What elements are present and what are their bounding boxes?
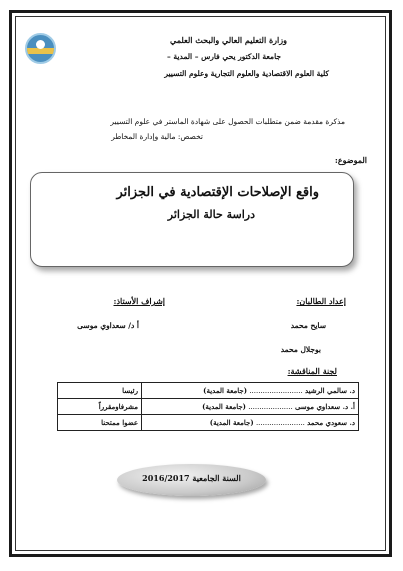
thesis-subtitle: دراسة حالة الجزائر [167,208,255,221]
committee-label: لجنة المناقشة: [287,366,337,376]
committee-dots: .................... [248,403,293,411]
committee-dots: ........................ [249,387,303,395]
student-name-1: سايح محمد [290,321,326,330]
committee-member-role: مشرفاومقرراً [58,399,142,415]
committee-member-role: عضوا ممتحنا [58,415,142,431]
committee-member-role: رئيسا [58,383,142,399]
committee-dots: ...................... [255,419,305,427]
university-name: جامعة الدكتور يحي فارس – المدية – [167,52,281,61]
committee-member-name: د. سعودي محمد [307,418,355,427]
ministry-name: وزارة التعليم العالي والبحث العلمي [170,35,287,45]
committee-table [57,382,359,431]
committee-member-cell [142,383,359,399]
academic-year: السنة الجامعية 2016/2017 [142,473,241,483]
table-row [58,399,359,415]
committee-member-cell [142,399,359,415]
thesis-note: مذكرة مقدمة ضمن متطلبات الحصول على شهادة الماستر في علوم التسيير [110,117,345,126]
table-row [58,415,359,431]
students-label: إعداد الطالبان: [296,296,346,306]
thesis-title: واقع الإصلاحات الإقتصادية في الجزائر [116,185,319,200]
academic-year-badge [117,464,266,496]
committee-member-cell [142,415,359,431]
faculty-name: كلية العلوم الاقتصادية والعلوم التجارية وعلوم التسيير [164,69,329,78]
committee-member-name: أ. د. سعداوي موسى [294,402,355,411]
thesis-specialty: تخصص: مالية وإدارة المخاطر [111,132,203,141]
table-row [58,383,359,399]
subject-label: الموضوع: [334,155,367,165]
committee-member-affiliation: (جامعة المدية) [203,386,248,395]
supervisor-label: إشراف الأستاذ: [113,296,165,306]
committee-member-affiliation: (جامعة المدية) [202,402,246,411]
supervisor-name: أ د/ سعداوي موسى [77,321,139,330]
committee-member-affiliation: (جامعة المدية) [209,418,254,427]
student-name-2: بوجلال محمد [280,345,321,354]
university-logo [25,33,56,64]
committee-member-name: د. سالمي الرشيد [304,386,355,395]
